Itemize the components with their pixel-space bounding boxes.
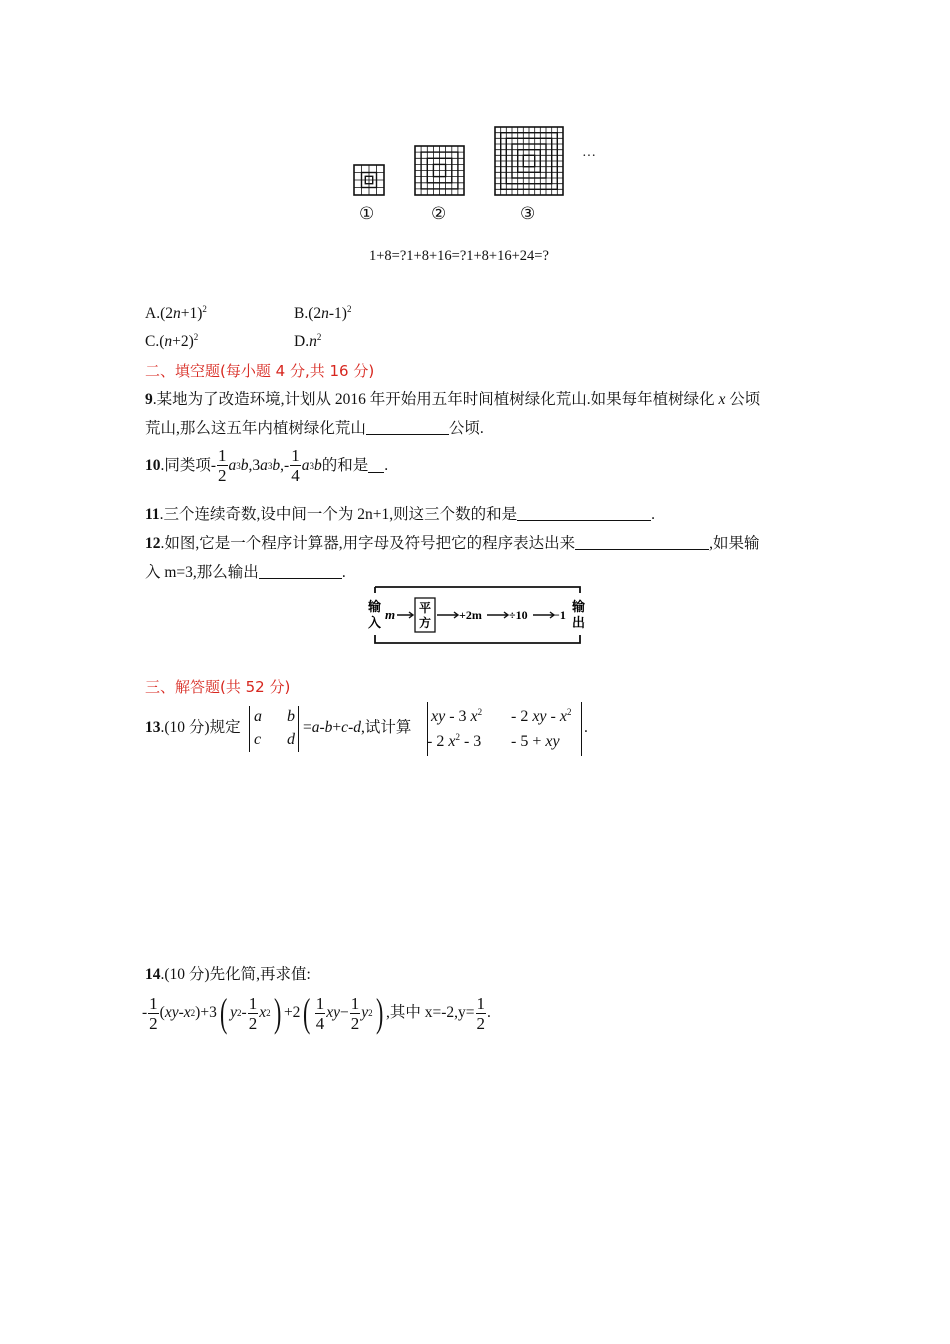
det-def-left-bar xyxy=(249,706,250,752)
det-def-a: a xyxy=(254,708,262,725)
grid-3 xyxy=(495,127,563,195)
figure-label-1: ① xyxy=(359,204,375,223)
det-calc-a12: - 2 xy - $x^2$ xyxy=(511,707,572,725)
det-def-right-bar xyxy=(298,706,299,752)
machine-step-3: −1 xyxy=(553,608,566,622)
det-calc-right-bar xyxy=(581,702,582,756)
machine-output-label-2: 出 xyxy=(572,615,586,630)
figure-ellipsis: ··· xyxy=(582,149,596,164)
answer-blank-12b[interactable] xyxy=(259,564,342,579)
det-calc-a22: - 5 + xy xyxy=(511,733,560,750)
machine-step-2: ÷10 xyxy=(509,608,528,622)
question-14-prefix: 14.(10 分)先化简,再求值: xyxy=(145,966,311,983)
question-12-line-2: 入 m=3,那么输出 . xyxy=(145,564,346,581)
figure-label-3: ③ xyxy=(520,204,536,223)
det-calc-a21: - 2 $x^2 - 3$ xyxy=(427,732,482,750)
grid-figure xyxy=(340,118,620,228)
machine-var: m xyxy=(385,607,396,622)
question-13-prefix: 13.(10 分)规定 xyxy=(145,719,241,736)
answer-blank-11[interactable] xyxy=(517,506,651,521)
det-def-d: d xyxy=(287,731,295,748)
machine-box-label-2: 方 xyxy=(419,616,432,630)
question-13-def: =a-b+c-d,试计算 xyxy=(303,719,412,736)
question-12-line-1: 12.如图,它是一个程序计算器,用字母及符号把它的程序表达出来 ,如果输 xyxy=(145,535,760,552)
option-b: $B.(2n-1)^2$ xyxy=(294,304,352,322)
det-calc-a11: xy - 3 $x^2$ xyxy=(431,707,483,725)
section-3-heading: 三、解答题(共 52 分) xyxy=(145,678,291,696)
option-a: $A.(2n+1)^2$ xyxy=(145,304,207,322)
grid-1 xyxy=(354,165,384,195)
grid-2 xyxy=(415,146,464,195)
machine-step-1: +2m xyxy=(459,608,482,622)
machine-box-label-1: 平 xyxy=(419,601,432,615)
program-machine xyxy=(365,585,590,647)
answer-blank-10[interactable] xyxy=(368,458,384,473)
figure-label-2: ② xyxy=(431,204,447,223)
machine-input-label-1: 输 xyxy=(368,599,382,614)
det-def-c: c xyxy=(254,731,262,748)
question-9-line-2: 荒山,那么这五年内植树绿化荒山 公顷. xyxy=(145,420,484,437)
option-d: $D.n^2$ xyxy=(294,332,322,350)
machine-input-label-2: 入 xyxy=(368,615,382,630)
figure-caption: 1+8=?1+8+16=?1+8+16+24=? xyxy=(369,248,549,264)
answer-blank-12a[interactable] xyxy=(575,535,709,550)
question-10: 10 .同类项- $\frac{1}{2}$ a 3 b ,3 a 3 b ,- $\frac{1}{4}$ a 3 b 的和是 . xyxy=(145,446,389,485)
question-9-line-1: 9.某地为了改造环境,计划从 2016 年开始用五年时间植树绿化荒山.如果每年植树绿化 x 公顷 xyxy=(145,391,761,408)
answer-blank-9[interactable] xyxy=(366,420,449,435)
section-2-heading: 二、填空题(每小题 4 分,共 16 分) xyxy=(145,362,375,380)
machine-output-label-1: 输 xyxy=(572,599,586,614)
question-13-tail: . xyxy=(584,719,588,736)
question-14-expression: - $\frac{1}{2}$ ( xy - x 2 )+3 ( y 2 - $\frac{1}{2}$ x 2 ) +2 ( $\frac{1}{4}$ xy − $\frac{1}{2}$ y 2 ) ,其中 x=-2,y= $\frac{1}{2}$ . xyxy=(142,990,491,1035)
option-c: $C.(n+2)^2$ xyxy=(145,332,199,350)
det-def-b: b xyxy=(287,708,295,725)
question-11: 11.三个连续奇数,设中间一个为 2n+1,则这三个数的和是 . xyxy=(145,506,656,523)
